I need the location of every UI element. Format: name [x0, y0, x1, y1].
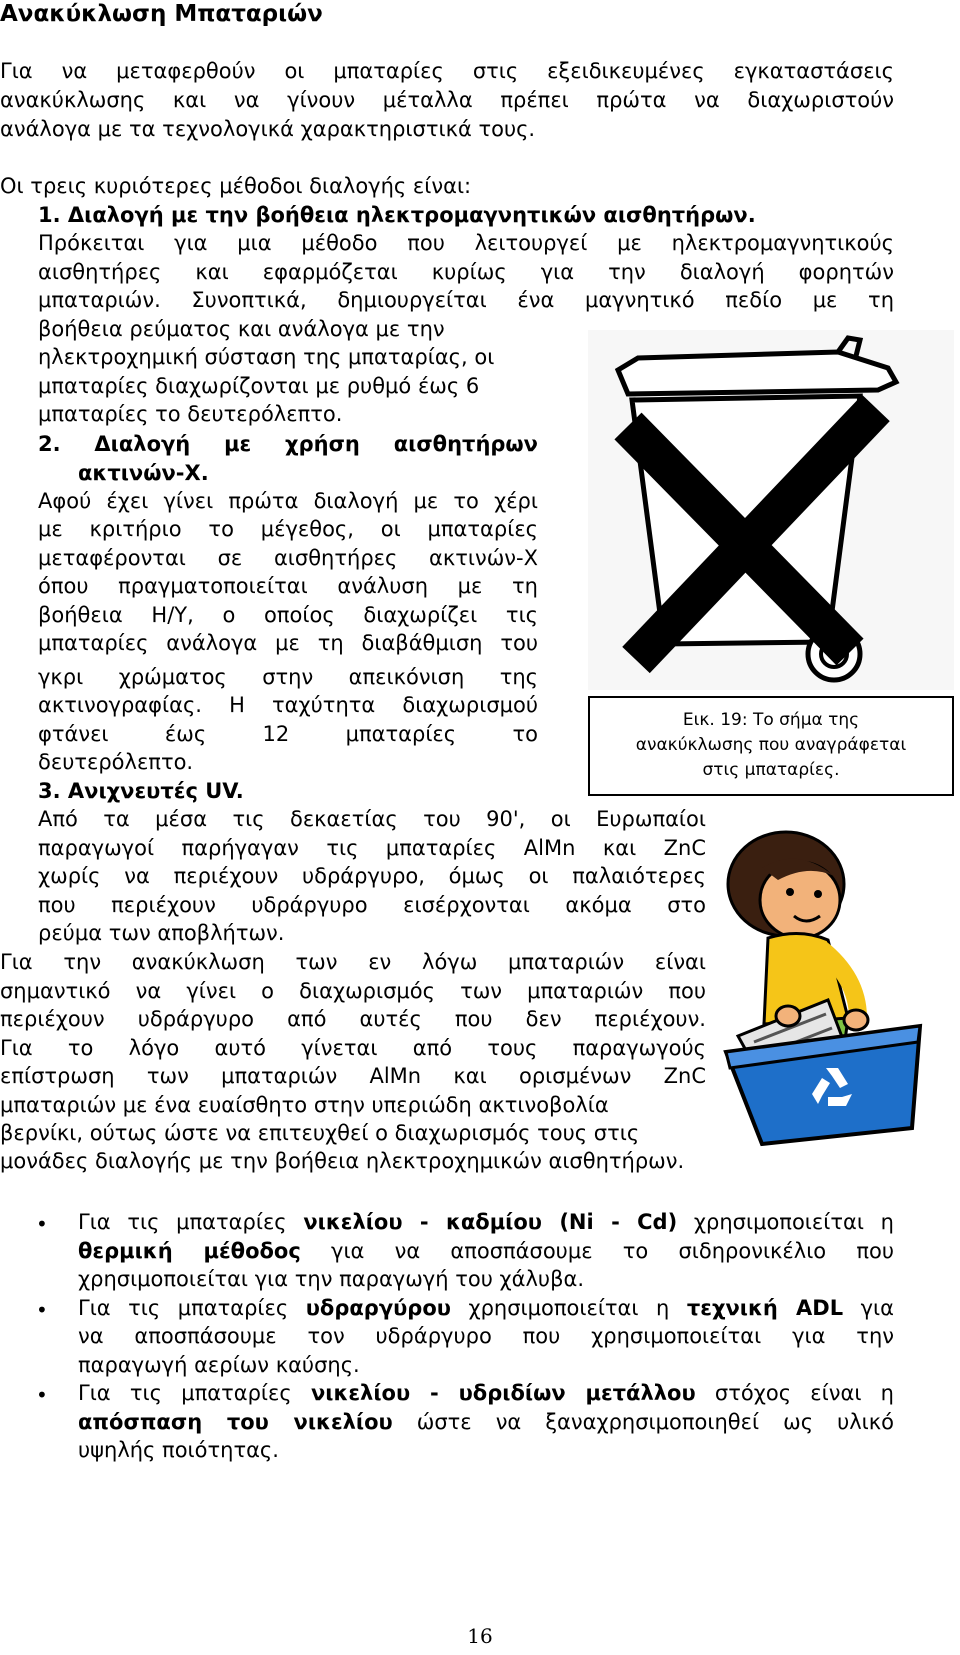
- method2-line: μεταφέρονται σε αισθητήρες ακτινών-Χ: [38, 546, 538, 570]
- page-title: Ανακύκλωση Μπαταριών: [0, 1, 323, 27]
- closing-line: Για την ανακύκλωση των εν λόγω μπαταριών είναι: [0, 950, 706, 974]
- method2-line: Αφού έχει γίνει πρώτα διαλογή με το χέρι: [38, 489, 538, 513]
- bullet-line: Για τις μπαταρίες υδραργύρου χρησιμοποιείται η τεχνική ADL για: [78, 1296, 894, 1320]
- closing-line: μονάδες διαλογής με την βοήθεια ηλεκτροχημικών αισθητήρων.: [0, 1149, 685, 1173]
- child-recycling-illustration: [708, 828, 958, 1148]
- method3-line: ρεύμα των αποβλήτων.: [38, 921, 285, 945]
- page-number: 16: [467, 1624, 493, 1648]
- closing-line: μπαταριών με ένα ευαίσθητο στην υπεριώδη ακτινοβολία: [0, 1093, 609, 1117]
- method2-heading-cont: ακτινών-Χ.: [78, 461, 209, 485]
- caption-line: Εικ. 19: Το σήμα της: [682, 710, 860, 730]
- bullet-icon: •: [36, 1383, 48, 1407]
- bullet-line: Για τις μπαταρίες νικελίου - υδριδίων μετάλλου στόχος είναι η: [78, 1381, 894, 1405]
- method1-line: ηλεκτροχημική σύσταση της μπαταρίας, οι: [38, 345, 495, 369]
- method3-line: που περιέχουν υδράργυρο εισέρχονται ακόμα στο: [38, 893, 706, 917]
- method1-line: μπαταριών. Συνοπτικά, δημιουργείται ένα μαγνητικό πεδίο με τη: [38, 288, 894, 312]
- closing-line: σημαντικό να γίνει ο διαχωρισμός των μπαταριών που: [0, 979, 706, 1003]
- method2-line: όπου πραγματοποιείται ανάλυση με τη: [38, 574, 538, 598]
- method3-line: χωρίς να περιέχουν υδράργυρο, όμως οι παλαιότερες: [38, 864, 706, 888]
- method1-line: μπαταρίες το δευτερόλεπτο.: [38, 402, 343, 426]
- method2-heading: 2. Διαλογή με χρήση αισθητήρων: [38, 432, 538, 456]
- closing-line: επίστρωση των μπαταριών AlMn και ορισμένων ZnC: [0, 1064, 706, 1088]
- bullet-line: να αποσπάσουμε τον υδράργυρο που χρησιμοποιείται για την: [78, 1324, 894, 1348]
- bullet-line: Για τις μπαταρίες νικελίου - καδμίου (Ni - Cd) χρησιμοποιείται η: [78, 1210, 894, 1234]
- crossed-out-bin-icon: [588, 330, 954, 690]
- method3-line: Από τα μέσα τις δεκαετίας του 90', οι Ευρωπαίοι: [38, 807, 706, 831]
- methods-intro: Οι τρεις κυριότερες μέθοδοι διαλογής είναι:: [0, 174, 472, 198]
- caption-line: ανακύκλωσης που αναγράφεται: [635, 735, 907, 755]
- bullet-icon: •: [36, 1298, 48, 1322]
- bullet-line: υψηλής ποιότητας.: [78, 1438, 279, 1462]
- method3-line: παραγωγοί παρήγαγαν τις μπαταρίες AlMn και ZnC: [38, 836, 706, 860]
- closing-line: Για το λόγο αυτό γίνεται από τους παραγωγούς: [0, 1036, 706, 1060]
- method2-line: ακτινογραφίας. Η ταχύτητα διαχωρισμού: [38, 693, 538, 717]
- figure-caption: [588, 696, 954, 796]
- method2-line: δευτερόλεπτο.: [38, 750, 194, 774]
- method2-line: μπαταρίες ανάλογα με τη διαβάθμιση του: [38, 631, 538, 655]
- bullet-line: χρησιμοποιείται για την παραγωγή του χάλυβα.: [78, 1267, 584, 1291]
- method1-line: αισθητήρες και εφαρμόζεται κυρίως για την διαλογή φορητών: [38, 260, 894, 284]
- method1-heading: 1. Διαλογή με την βοήθεια ηλεκτρομαγνητικών αισθητήρων.: [38, 203, 756, 227]
- closing-line: περιέχουν υδράργυρο από αυτές που δεν περιέχουν.: [0, 1007, 706, 1031]
- caption-line: στις μπαταρίες.: [702, 760, 840, 780]
- method1-line: μπαταρίες διαχωρίζονται με ρυθμό έως 6: [38, 374, 480, 398]
- method3-heading: 3. Ανιχνευτές UV.: [38, 779, 244, 803]
- intro-line: ανάλογα με τα τεχνολογικά χαρακτηριστικά τους.: [0, 117, 536, 141]
- bullet-line: θερμική μέθοδος για να αποσπάσουμε το σιδηρονικέλιο που: [78, 1239, 895, 1263]
- bullet-line: απόσπαση του νικελίου ώστε να ξαναχρησιμοποιηθεί ως υλικό: [78, 1410, 894, 1434]
- intro-line: ανακύκλωσης και να γίνουν μέταλλα πρέπει πρώτα να διαχωριστούν: [0, 88, 894, 112]
- bullet-line: παραγωγή αερίων καύσης.: [78, 1353, 360, 1377]
- method1-line: Πρόκειται για μια μέθοδο που λειτουργεί με ηλεκτρομαγνητικούς: [38, 231, 894, 255]
- method2-line: με κριτήριο το μέγεθος, οι μπαταρίες: [38, 517, 538, 541]
- method2-line: βοήθεια Η/Υ, ο οποίος διαχωρίζει τις: [38, 603, 538, 627]
- method2-line: φτάνει έως 12 μπαταρίες το: [38, 722, 538, 746]
- method2-line: γκρι χρώματος στην απεικόνιση της: [38, 665, 538, 689]
- method1-line: βοήθεια ρεύματος και ανάλογα με την: [38, 317, 445, 341]
- intro-line: Για να μεταφερθούν οι μπαταρίες στις εξειδικευμένες εγκαταστάσεις: [0, 59, 894, 83]
- closing-line: βερνίκι, ούτως ώστε να επιτευχθεί ο διαχωρισμός τους στις: [0, 1121, 640, 1145]
- bullet-icon: •: [36, 1212, 48, 1236]
